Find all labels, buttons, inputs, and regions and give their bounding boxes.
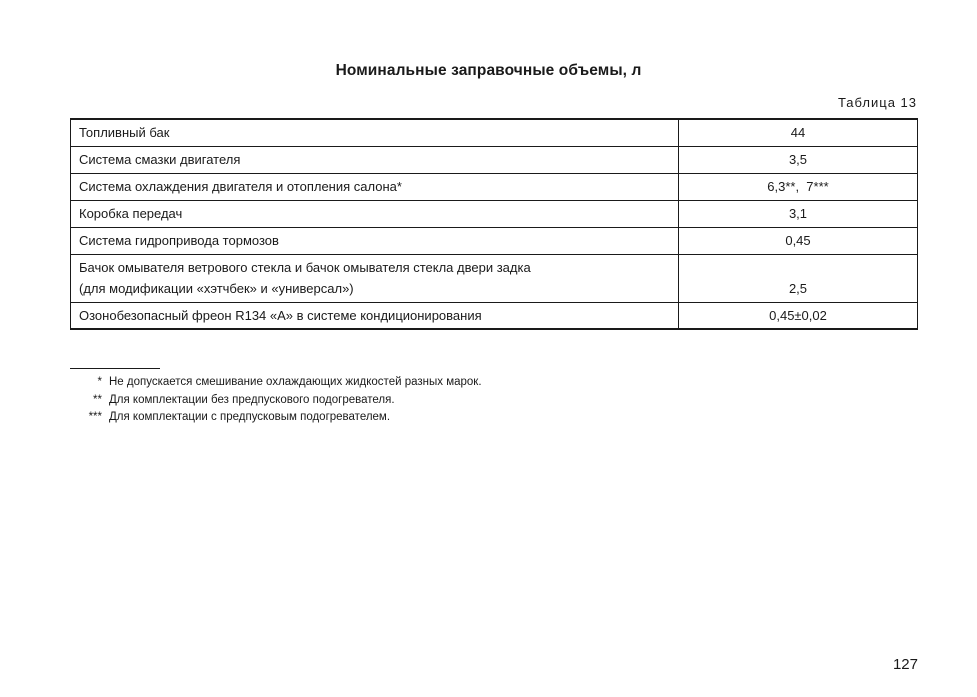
table-row	[71, 302, 918, 329]
footnote	[74, 409, 482, 427]
table-row	[71, 173, 918, 200]
footnote-text: Для комплектации без предпускового подогревателя.	[109, 393, 395, 406]
row-name: Топливный бак	[71, 119, 679, 146]
table-row	[71, 200, 918, 227]
row-value: 2,5	[679, 254, 918, 302]
page-title: Номинальные заправочные объемы, л	[335, 62, 642, 79]
footnote-mark: **	[93, 393, 102, 406]
row-name: Коробка передач	[71, 200, 679, 227]
footnotes	[74, 374, 482, 427]
table-row	[71, 254, 918, 302]
table-row	[71, 119, 918, 146]
table-row	[71, 146, 918, 173]
row-value: 0,45±0,02	[679, 302, 918, 329]
capacities-table	[70, 118, 918, 330]
row-value: 3,5	[679, 146, 918, 173]
row-value: 6,3**, 7***	[679, 173, 918, 200]
row-name: Озонобезопасный фреон R134 «A» в системе кондиционирования	[71, 302, 679, 329]
row-name: Система гидропривода тормозов	[71, 227, 679, 254]
footnote-text: Для комплектации с предпусковым подогревателем.	[109, 411, 391, 423]
footnote-mark: *	[97, 376, 102, 388]
table-label: Таблица 13	[837, 95, 917, 110]
footnote	[74, 374, 482, 392]
page-number: 127	[892, 656, 918, 673]
row-value: 0,45	[679, 227, 918, 254]
footnote-mark: ***	[88, 411, 102, 423]
row-value: 3,1	[679, 200, 918, 227]
footnote-divider	[70, 368, 160, 369]
row-name-line-2: (для модификации «хэтчбек» и «универсал»)	[79, 281, 354, 296]
row-name: Система охлаждения двигателя и отопления салона*	[71, 173, 679, 200]
row-value: 44	[679, 119, 918, 146]
row-name	[71, 254, 679, 302]
footnote-text: Не допускается смешивание охлаждающих жидкостей разных марок.	[109, 376, 482, 388]
row-name: Система смазки двигателя	[71, 146, 679, 173]
table-row	[71, 227, 918, 254]
footnote	[74, 392, 482, 410]
row-name-line-1: Бачок омывателя ветрового стекла и бачок омывателя стекла двери задка	[79, 260, 531, 275]
